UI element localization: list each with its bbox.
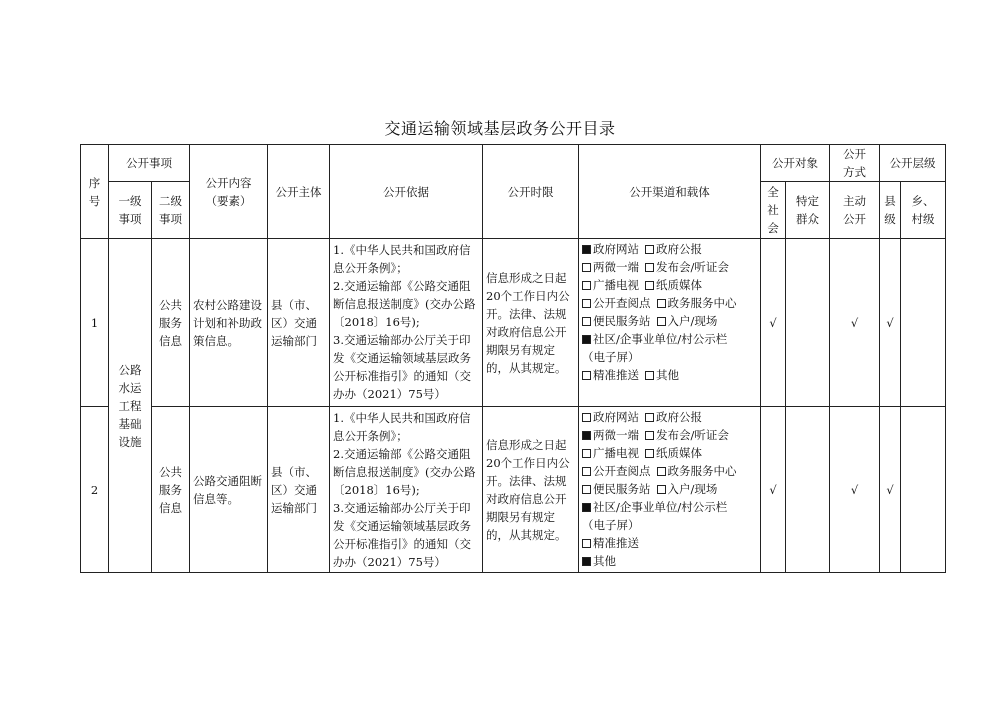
channel-line [582,516,757,534]
disclosure-catalog-table [80,144,946,573]
unchecked-box-icon [582,317,591,326]
channel-line [582,366,757,384]
header-time-limit: 公开时限 [483,145,579,239]
header-level-county: 县 级 [880,182,901,239]
channel-label: （电子屏） [582,350,640,364]
unchecked-box-icon [582,371,591,380]
channel-label: 其他 [593,554,616,568]
row-target-all: √ [761,407,786,573]
channel-line [582,330,757,348]
row-seq: 1 [81,239,109,407]
row-level2: 公共 服务 信息 [152,407,190,573]
header-level1: 一级 事项 [109,182,152,239]
header-level: 公开层级 [880,145,946,182]
table-row [81,239,946,407]
channel-label: 入户/现场 [667,482,718,496]
checked-box-icon [582,503,591,512]
row-subject: 县（市、区）交通运输部门 [268,407,330,573]
row-basis: 1.《中华人民共和国政府信息公开条例》； 2.交通运输部《公路交通阻断信息报送制度》(交办公路〔2018〕16号); 3.交通运输部办公厅关于印发《交通运输领域基层政务公开标准指引》的通知（交办办（2021）75号） [330,239,483,407]
channel-label: 政府公报 [656,242,702,256]
header-channels: 公开渠道和载体 [579,145,761,239]
unchecked-box-icon [582,299,591,308]
row-subject: 县（市、区）交通运输部门 [268,239,330,407]
channel-label: 发布会/听证会 [656,428,729,442]
channel-label: 便民服务站 [593,314,651,328]
channel-line [582,426,757,444]
channel-line [582,240,757,258]
header-level-town: 乡、 村级 [901,182,946,239]
header-target: 公开对象 [761,145,830,182]
row-method-active: √ [830,239,880,407]
header-method: 公开 方式 [830,145,880,182]
header-target-specific: 特定 群众 [786,182,830,239]
row-basis: 1.《中华人民共和国政府信息公开条例》； 2.交通运输部《公路交通阻断信息报送制度》(交办公路〔2018〕16号); 3.交通运输部办公厅关于印发《交通运输领域基层政务公开标准指引》的通知（交办办（2021）75号） [330,407,483,573]
channel-label: 便民服务站 [593,482,651,496]
row-channels [579,239,761,407]
row-method-active: √ [830,407,880,573]
channel-line [582,258,757,276]
unchecked-box-icon [645,281,654,290]
unchecked-box-icon [657,299,666,308]
channel-label: 其他 [656,368,679,382]
unchecked-box-icon [582,281,591,290]
channel-label: 政务服务中心 [667,464,737,478]
row-target-specific [786,407,830,573]
channel-label: 入户/现场 [667,314,718,328]
unchecked-box-icon [657,317,666,326]
row-level-town [901,239,946,407]
row-level-county: √ [880,407,901,573]
unchecked-box-icon [582,467,591,476]
header-level2: 二级 事项 [152,182,190,239]
channel-line [582,444,757,462]
header-subject: 公开主体 [268,145,330,239]
channel-line [582,498,757,516]
row-time-limit: 信息形成之日起 20个工作日内公开。法律、法规对政府信息公开期限另有规定的，从其规定。 [483,407,579,573]
header-content: 公开内容 （要素） [190,145,268,239]
channel-label: 政府公报 [656,410,702,424]
unchecked-box-icon [645,371,654,380]
unchecked-box-icon [645,413,654,422]
channel-label: 广播电视 [593,446,639,460]
channel-line [582,276,757,294]
channel-label: 公开查阅点 [593,296,651,310]
channel-label: 精准推送 [593,536,639,550]
level1-item: 公路 水运 工程 基础 设施 [109,239,152,573]
channel-line [582,552,757,570]
unchecked-box-icon [645,263,654,272]
unchecked-box-icon [657,467,666,476]
row-target-specific [786,239,830,407]
header-target-all: 全 社 会 [761,182,786,239]
header-matter: 公开事项 [109,145,190,182]
channel-label: （电子屏） [582,518,640,532]
document-title: 交通运输领域基层政务公开目录 [384,119,616,138]
unchecked-box-icon [582,413,591,422]
row-content: 公路交通阻断信息等。 [190,407,268,573]
channel-line [582,348,757,366]
row-level-town [901,407,946,573]
channel-label: 社区/企事业单位/村公示栏 [593,500,728,514]
header-method-active: 主动 公开 [830,182,880,239]
unchecked-box-icon [657,485,666,494]
channel-line [582,294,757,312]
channel-line [582,480,757,498]
channel-label: 政府网站 [593,410,639,424]
channel-label: 公开查阅点 [593,464,651,478]
row-content: 农村公路建设计划和补助政策信息。 [190,239,268,407]
unchecked-box-icon [582,263,591,272]
unchecked-box-icon [645,245,654,254]
row-level2: 公共 服务 信息 [152,239,190,407]
channel-line [582,534,757,552]
channel-line [582,408,757,426]
checked-box-icon [582,557,591,566]
row-seq: 2 [81,407,109,573]
channel-line [582,312,757,330]
channel-label: 纸质媒体 [656,278,702,292]
unchecked-box-icon [645,449,654,458]
channel-label: 两微一端 [593,260,639,274]
channel-label: 纸质媒体 [656,446,702,460]
unchecked-box-icon [582,539,591,548]
channel-label: 广播电视 [593,278,639,292]
channel-label: 精准推送 [593,368,639,382]
unchecked-box-icon [582,485,591,494]
checked-box-icon [582,431,591,440]
channel-label: 发布会/听证会 [656,260,729,274]
channel-line [582,462,757,480]
checked-box-icon [582,245,591,254]
channel-label: 社区/企事业单位/村公示栏 [593,332,728,346]
table-row [81,407,946,573]
row-level-county: √ [880,239,901,407]
row-time-limit: 信息形成之日起 20个工作日内公开。法律、法规对政府信息公开期限另有规定的，从其规定。 [483,239,579,407]
channel-label: 两微一端 [593,428,639,442]
unchecked-box-icon [645,431,654,440]
row-channels [579,407,761,573]
checked-box-icon [582,335,591,344]
unchecked-box-icon [582,449,591,458]
channel-label: 政府网站 [593,242,639,256]
channel-label: 政务服务中心 [667,296,737,310]
header-basis: 公开依据 [330,145,483,239]
row-target-all: √ [761,239,786,407]
header-seq: 序 号 [81,145,109,239]
